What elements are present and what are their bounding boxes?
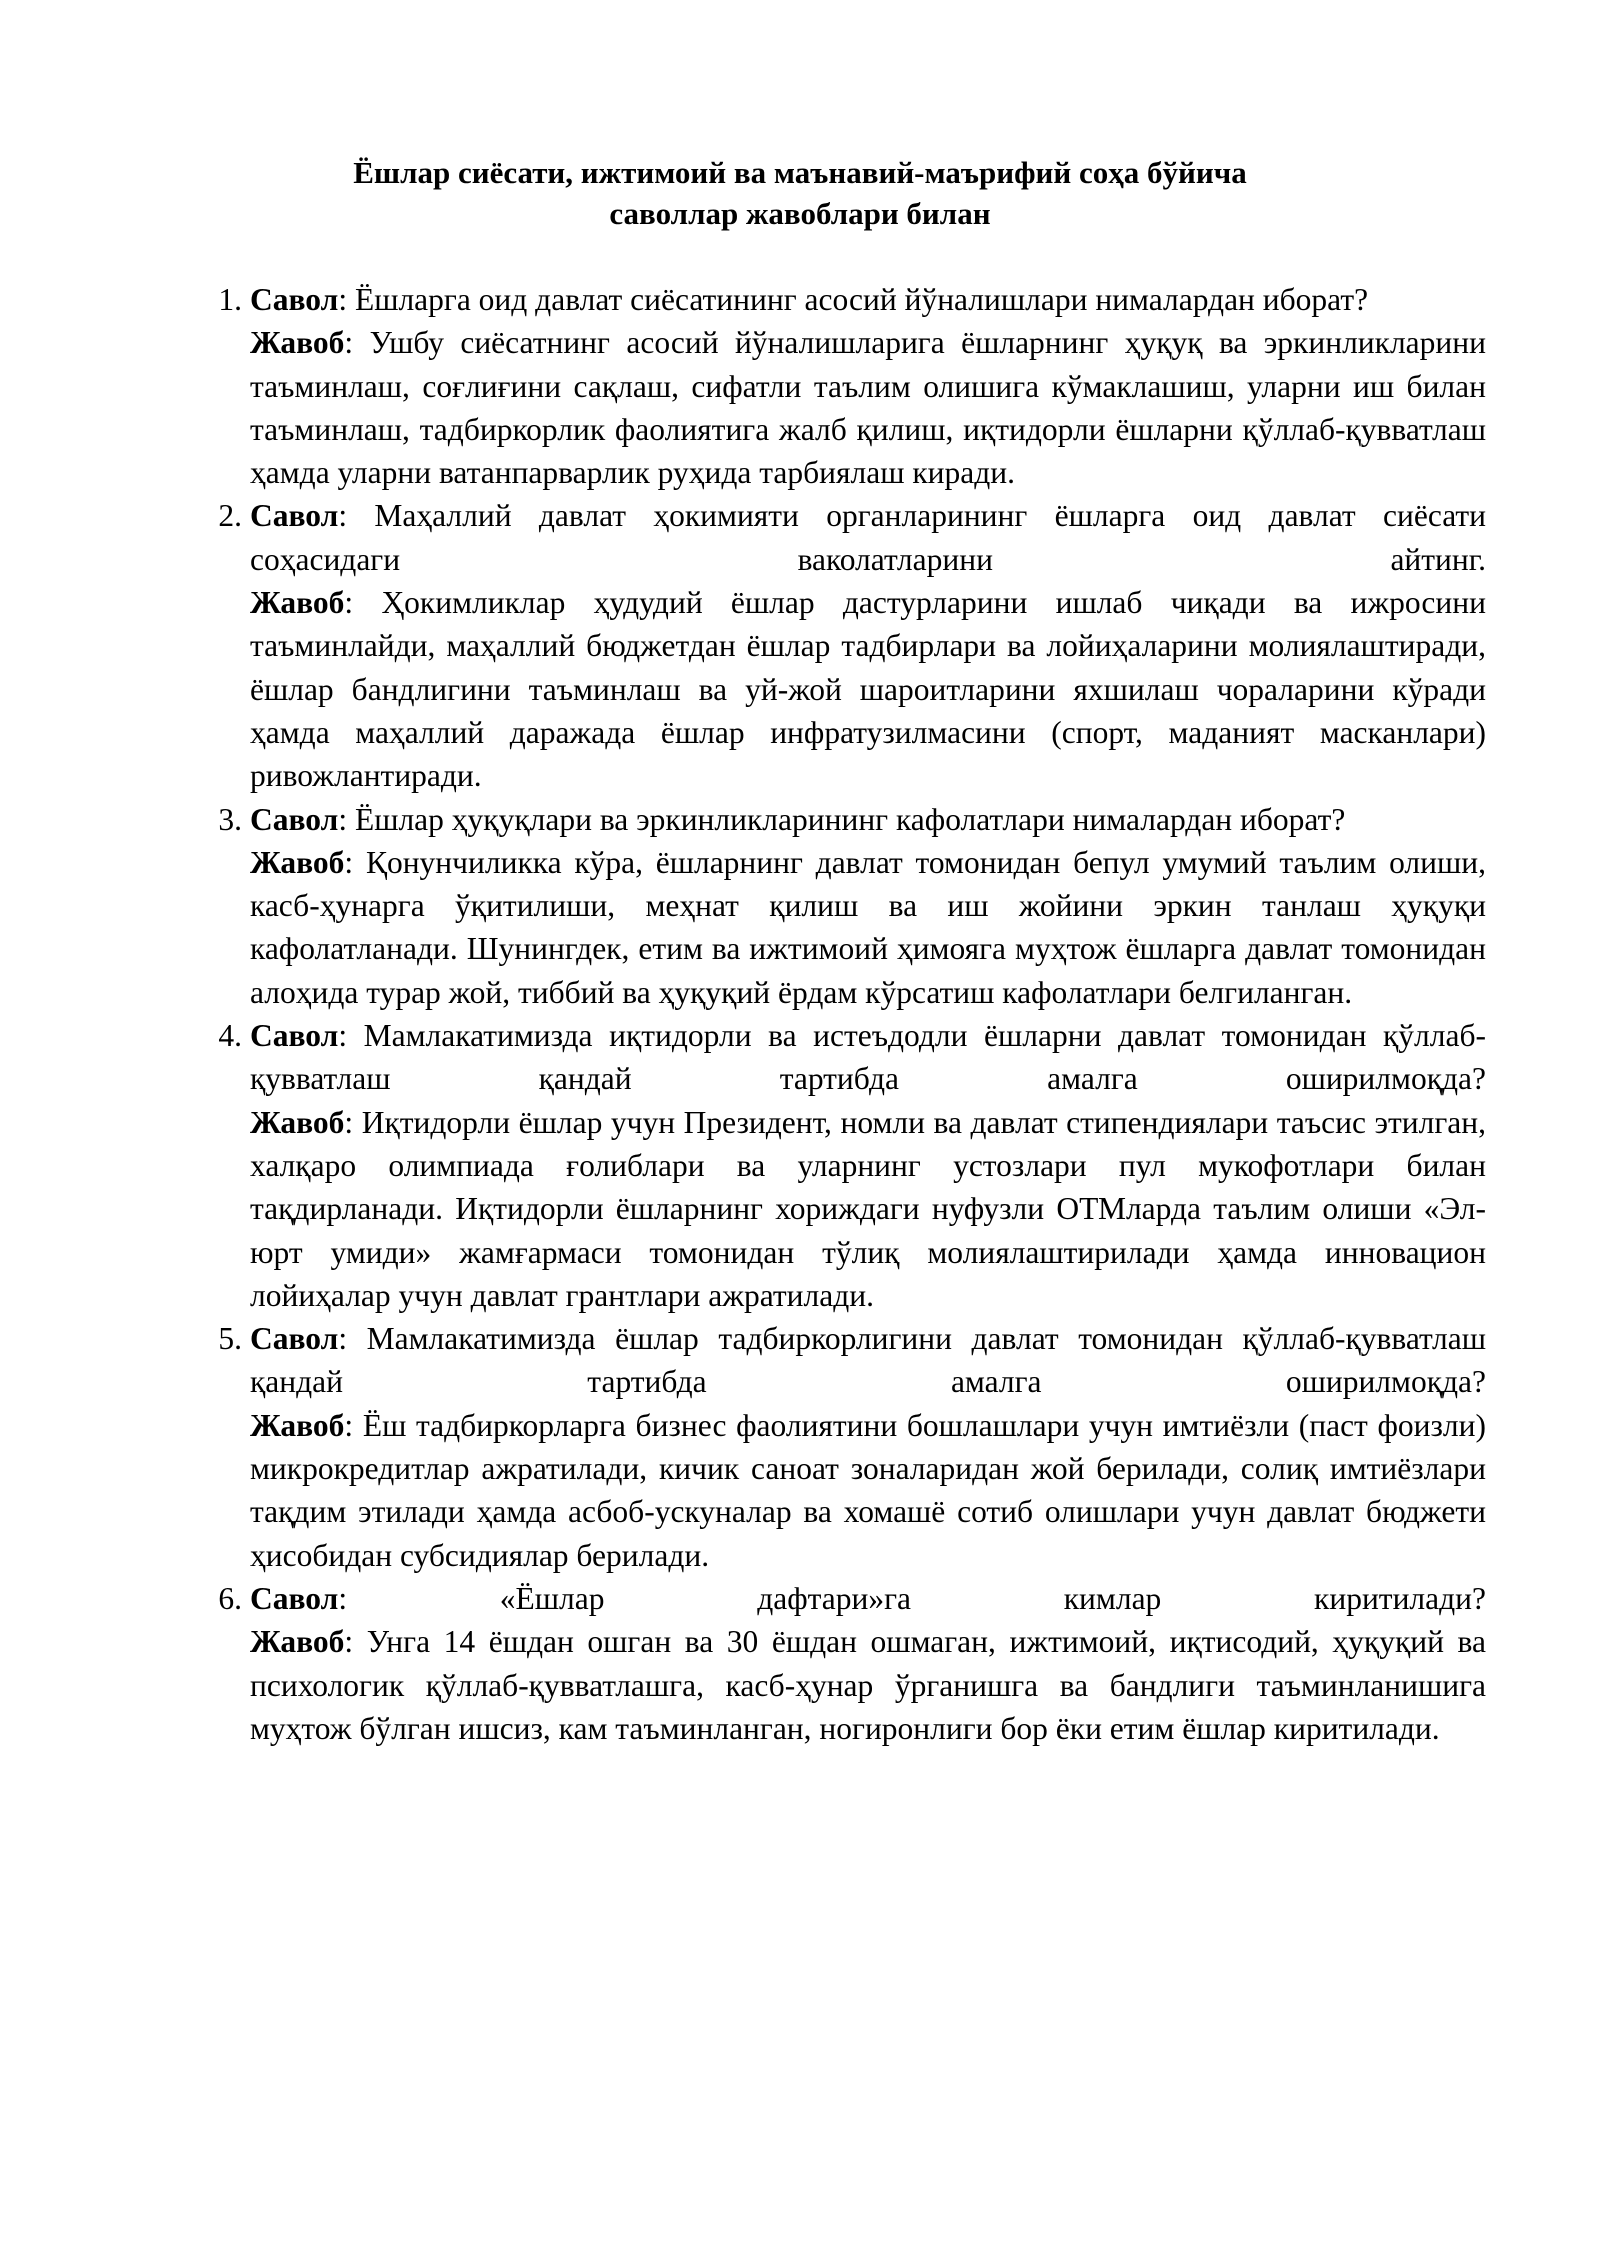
answer-line [250,841,1486,1014]
question-line [250,494,1486,581]
qa-item-4 [218,1014,1486,1317]
answer-line [250,1101,1486,1317]
answer-line [250,1620,1486,1750]
question-line [250,1317,1486,1404]
qa-item-1 [218,278,1486,494]
qa-item-6 [218,1577,1486,1750]
document-title [200,152,1400,234]
question-text: Маҳаллий давлат ҳокимияти органларининг ёшларга оид давлат сиёсати соҳасидаги ваколатларини айтинг. [250,498,1486,577]
separator: : [338,1321,367,1357]
separator: : [338,1018,364,1054]
answer-line [250,321,1486,494]
item-number: 5. [218,1321,242,1357]
answer-label: Жавоб [250,585,345,621]
qa-item-3 [218,798,1486,1014]
item-number: 3. [218,801,242,837]
item-number: 1. [218,282,242,317]
question-label: Савол [250,801,339,837]
item-number: 4. [218,1018,242,1054]
separator: : [338,282,355,317]
separator: : [344,325,370,361]
title-line-2: саволлар жавоблари билан [609,196,991,231]
separator: : [344,1624,367,1660]
item-number: 2. [218,498,242,534]
question-label: Савол [250,1321,339,1357]
question-text: Мамлакатимизда ёшлар тадбиркорлигини давлат томонидан қўллаб-қувватлаш қандай тартибда амалга оширилмоқда? [250,1321,1486,1400]
separator: : [344,844,366,880]
question-label: Савол [250,282,339,317]
separator: : [338,498,375,534]
answer-text: Унга 14 ёшдан ошган ва 30 ёшдан ошмаган, ижтимоий, иқтисодий, ҳуқуқий ва психологик қўллаб-қувватлашга, касб-ҳунар ўрганишга ва бандлиги таъминланишига муҳтож бўлган ишсиз, кам таъминланган, ногиронлиги бор ёки етим ёшлар киритилади. [250,1624,1486,1746]
separator: : [344,585,382,621]
separator: : [344,1407,363,1443]
question-line [250,278,1486,321]
answer-line [250,581,1486,797]
separator: : [338,801,355,837]
answer-label: Жавоб [250,325,345,361]
question-text: Ёшлар ҳуқуқлари ва эркинликларининг кафолатлари нималардан иборат? [354,801,1346,837]
question-answer-list [218,278,1486,1750]
question-line [250,798,1486,841]
question-text: Ёшларга оид давлат сиёсатининг асосий йўналишлари нималардан иборат? [354,282,1369,317]
answer-label: Жавоб [250,1407,345,1443]
answer-text: Иқтидорли ёшлар учун Президент, номли ва давлат стипендиялари таъсис этилган, халқаро олимпиада ғолиблари ва уларнинг устозлари пул мукофотлари билан тақдирланади. Иқтидорли ёшларнинг хориждаги нуфузли ОТМларда таълим олиши «Эл-юрт умиди» жамғармаси томонидан тўлиқ молиялаштирилади ҳамда инновацион лойиҳалар учун давлат грантлари ажратилади. [250,1104,1486,1313]
separator: : [338,1580,500,1616]
qa-item-5 [218,1317,1486,1577]
question-line [250,1014,1486,1101]
question-text: Мамлакатимизда иқтидорли ва истеъдодли ёшларни давлат томонидан қўллаб-қувватлаш қандай тартибда амалга оширилмоқда? [250,1018,1486,1097]
answer-text: Ушбу сиёсатнинг асосий йўналишларига ёшларнинг ҳуқуқ ва эркинликларини таъминлаш, соғлиғини сақлаш, сифатли таълим олишига кўмаклашиш, уларни иш билан таъминлаш, тадбиркорлик фаолиятига жалб қилиш, иқтидорли ёшларни қўллаб-қувватлаш ҳамда уларни ватанпарварлик руҳида тарбиялаш киради. [250,325,1486,491]
answer-label: Жавоб [250,1624,345,1660]
answer-label: Жавоб [250,844,345,880]
item-number: 6. [218,1580,242,1616]
question-line [250,1577,1486,1620]
answer-line [250,1404,1486,1577]
question-label: Савол [250,1580,339,1616]
qa-item-2 [218,494,1486,797]
answer-text: Қонунчиликка кўра, ёшларнинг давлат томонидан бепул умумий таълим олиши, касб-ҳунарга ўқитилиши, меҳнат қилиш ва иш жойини эркин танлаш ҳуқуқи кафолатланади. Шунингдек, етим ва ижтимоий ҳимояга муҳтож ёшларга давлат томонидан алоҳида турар жой, тиббий ва ҳуқуқий ёрдам кўрсатиш кафолатлари белгиланган. [250,844,1486,1010]
question-text: «Ёшлар дафтари»га кимлар киритилади? [499,1580,1486,1616]
answer-text: Ҳокимликлар ҳудудий ёшлар дастурларини ишлаб чиқади ва ижросини таъминлайди, маҳаллий бюджетдан ёшлар тадбирлари ва лойиҳаларини молиялаштиради, ёшлар бандлигини таъминлаш ва уй-жой шароитларини яхшилаш чораларини кўради ҳамда маҳаллий даражада ёшлар инфратузилмасини (спорт, маданият масканлари) ривожлантиради. [250,585,1486,794]
answer-text: Ёш тадбиркорларга бизнес фаолиятини бошлашлари учун имтиёзли (паст фоизли) микрокредитлар ажратилади, кичик саноат зоналаридан жой берилади, солиқ имтиёзлари тақдим этилади ҳамда асбоб-ускуналар ва хомашё сотиб олишлари учун давлат бюджети ҳисобидан субсидиялар берилади. [250,1407,1486,1573]
question-label: Савол [250,1018,339,1054]
title-line-1: Ёшлар сиёсати, ижтимоий ва маънавий-маърифий соҳа бўйича [353,155,1247,190]
question-label: Савол [250,498,339,534]
separator: : [344,1104,362,1140]
answer-label: Жавоб [250,1104,345,1140]
